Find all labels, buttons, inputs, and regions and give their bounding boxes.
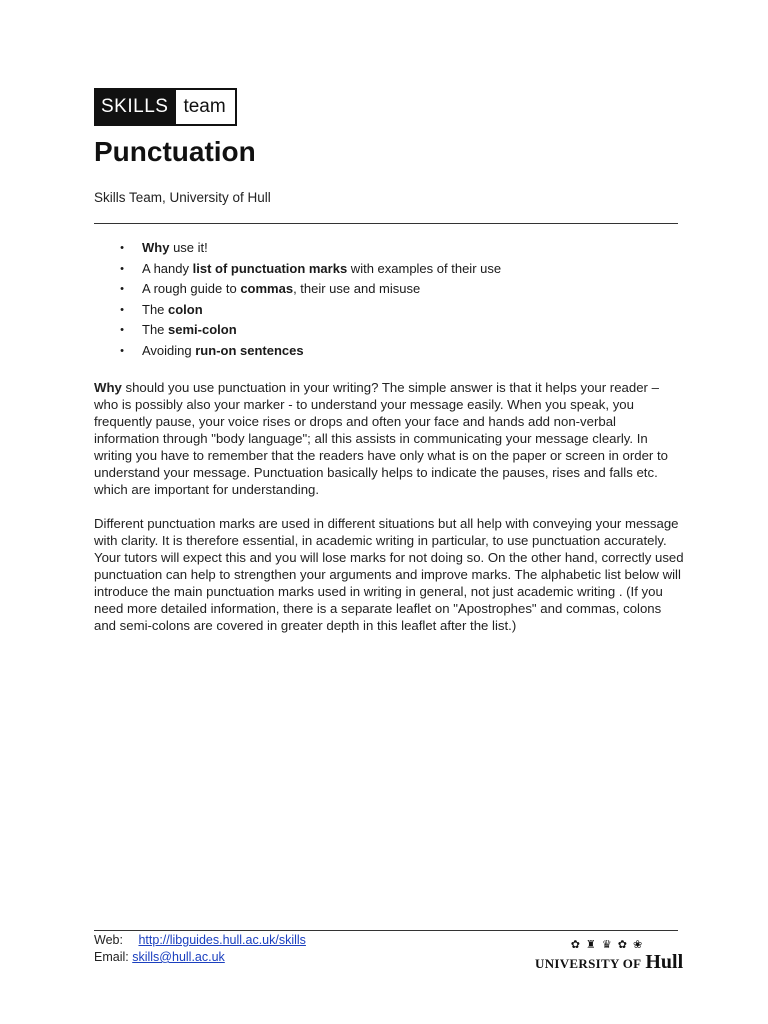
intro-paragraph: Why should you use punctuation in your writing? The simple answer is that it helps your reader – who is possibly also your marker - to understand your message easily. When you speak, you frequently pause, your voice rises or drops and often your face and hands add non-verbal information through "body language"; all this assists in communicating your message clearly. In writing you have to remember that the readers have only what is on the paper or screen in order to understand your message. Punctuation basically helps to indicate the pauses, rises and falls etc. which are important for understanding. [94,380,668,497]
bullet-icon [94,320,142,341]
email-link[interactable]: skills@hull.ac.uk [132,950,225,964]
logo-skills-text: SKILLS [96,90,176,124]
list-item: • A rough guide to commas, their use and misuse [94,279,501,300]
list-item: • A handy list of punctuation marks with examples of their use [94,259,501,280]
web-link[interactable]: http://libguides.hull.ac.uk/skills [138,933,306,947]
bullet-icon [94,300,142,321]
subtitle: Skills Team, University of Hull [94,190,271,205]
list-item: • Avoiding run-on sentences [94,341,501,362]
list-item: • Why use it! [94,238,501,259]
bullet-icon [94,341,142,362]
bullet-icon [94,238,142,259]
bullet-icon [94,259,142,280]
page-title: Punctuation [94,136,256,167]
footer-web: Web: http://libguides.hull.ac.uk/skills [94,933,306,947]
crest-icon: ✿ ♜ ♛ ✿ ❀ [570,939,643,951]
list-item: • The semi-colon [94,320,501,341]
list-item: • The colon [94,300,501,321]
logo-team-text: team [176,90,234,124]
bullet-icon [94,279,142,300]
university-logo [535,938,684,974]
topic-list [94,238,501,362]
second-paragraph: Different punctuation marks are used in different situations but all help with conveying your message with clarity. It is therefore essential, in academic writing in particular, to use punctuation accurately. Your tutors will expect this and you will lose marks for not doing so. On the other hand, correctly used punctuation can help to strengthen your arguments and improve marks. The alphabetic list below will introduce the main punctuation marks used in writing in general, not just academic writing . (If you need more detailed information, there is a separate leaflet on "Apostrophes" and commas, colons and semi-colons are covered in greater depth in this leaflet after the list.) [94,516,684,633]
header-divider [94,223,678,224]
footer-divider [94,930,678,931]
university-prefix: UNIVERSITY OF [535,956,642,971]
footer-email: Email: skills@hull.ac.uk [94,950,225,964]
university-name: Hull [645,951,684,973]
skills-team-logo [94,88,237,126]
